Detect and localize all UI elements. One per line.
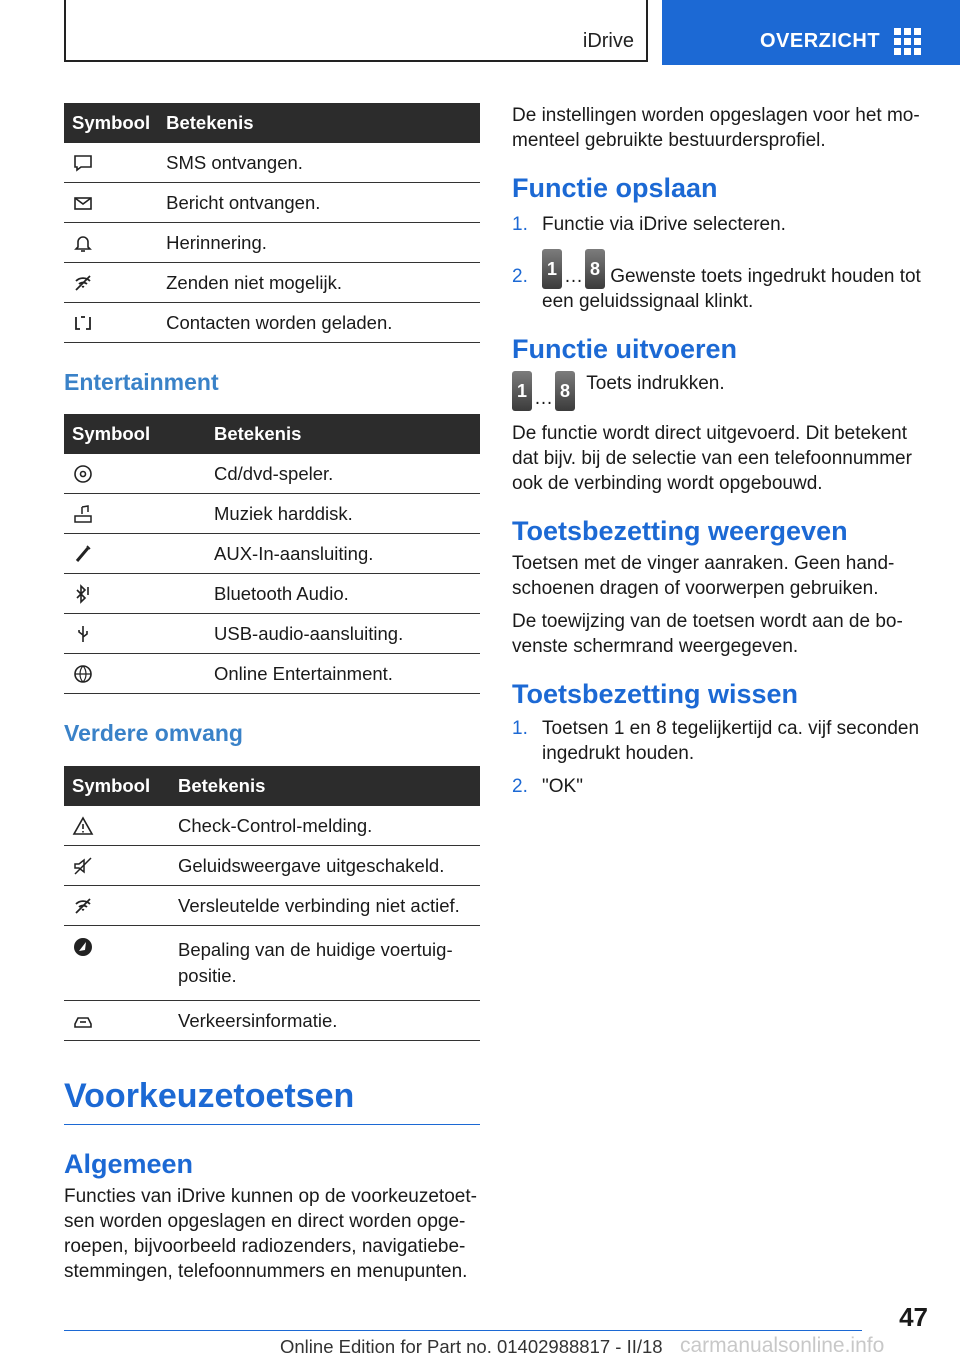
envelope-icon xyxy=(72,192,94,214)
save-function-heading: Functie opslaan xyxy=(512,173,718,203)
execute-function-heading: Functie uitvoeren xyxy=(512,334,738,364)
no-signal-icon xyxy=(72,272,94,294)
music-hdd-icon xyxy=(72,503,94,525)
intro-paragraph: De instellingen worden opgeslagen voor het mo- menteel gebruikte bestuurdersprofiel. xyxy=(512,105,920,151)
list-item xyxy=(512,212,932,237)
position-arrow-icon xyxy=(72,936,94,958)
grid-menu-icon[interactable] xyxy=(894,28,922,56)
column-header-meaning: Betekenis xyxy=(206,414,480,454)
symbol-meaning: Versleutelde verbinding niet actief. xyxy=(170,886,480,926)
edition-text: Online Edition for Part no. 01402988817 - II/18 xyxy=(280,1336,663,1357)
preset-key-1-icon: 1 xyxy=(542,249,562,289)
warning-triangle-icon xyxy=(72,815,94,837)
show-paragraph-1: Toetsen met de vinger aanraken. Geen hand- schoenen dragen of voorwerpen gebruiken. xyxy=(512,553,895,599)
contacts-loading-icon xyxy=(72,312,94,334)
symbol-meaning: Muziek harddisk. xyxy=(206,494,480,534)
clear-steps-list xyxy=(512,716,932,799)
list-item xyxy=(512,716,932,766)
symbol-meaning: SMS ontvangen. xyxy=(158,143,480,183)
table-row xyxy=(64,494,480,534)
preset-key-8-icon: 8 xyxy=(585,249,605,289)
header-title: iDrive xyxy=(582,30,634,52)
execute-keys-row xyxy=(512,371,932,411)
online-entertainment-icon xyxy=(72,663,94,685)
step-number: 2. xyxy=(512,266,528,287)
table-row xyxy=(64,263,480,303)
range-dots: … xyxy=(534,388,553,409)
footer-rule xyxy=(64,1330,862,1331)
step-text: "OK" xyxy=(542,776,583,797)
step-number: 1. xyxy=(512,214,528,235)
table-header-row xyxy=(64,414,480,454)
header-bar xyxy=(64,0,648,62)
symbol-meaning: Zenden niet mogelijk. xyxy=(158,263,480,303)
communication-symbols-table xyxy=(64,103,480,343)
watermark: carmanualsonline.info xyxy=(680,1334,885,1357)
symbol-meaning: Online Entertainment. xyxy=(206,654,480,694)
table-row xyxy=(64,1001,480,1041)
execute-instruction: Toets indrukken. xyxy=(586,373,725,394)
speaker-muted-icon xyxy=(72,855,94,877)
symbol-meaning: Bericht ontvangen. xyxy=(158,183,480,223)
further-heading: Verdere omvang xyxy=(64,720,243,746)
table-row xyxy=(64,614,480,654)
table-row xyxy=(64,886,480,926)
clear-assignment-heading: Toetsbezetting wissen xyxy=(512,679,799,709)
symbol-meaning: AUX-In-aansluiting. xyxy=(206,534,480,574)
list-item xyxy=(512,774,932,799)
preset-key-8-icon: 8 xyxy=(555,371,575,411)
page-number: 47 xyxy=(899,1302,928,1332)
execute-paragraph: De functie wordt direct uitgevoerd. Dit betekent dat bijv. bij de selectie van een telefoonnummer ook de verbinding wordt opgebouwd. xyxy=(512,423,912,494)
table-row xyxy=(64,574,480,614)
table-header-row xyxy=(64,766,480,806)
usb-icon xyxy=(72,623,94,645)
symbol-meaning: Verkeersinformatie. xyxy=(170,1001,480,1041)
show-paragraph-2: De toewijzing van de toetsen wordt aan de bo- venste schermrand weergegeven. xyxy=(512,611,903,657)
general-heading: Algemeen xyxy=(64,1149,194,1179)
further-symbols-table xyxy=(64,766,480,1041)
aux-plug-icon xyxy=(72,543,94,565)
column-header-symbol: Symbool xyxy=(64,414,206,454)
symbol-meaning: Check-Control-melding. xyxy=(170,806,480,846)
table-row xyxy=(64,846,480,886)
bluetooth-audio-icon xyxy=(72,583,94,605)
no-encryption-icon xyxy=(72,895,94,917)
table-row xyxy=(64,806,480,846)
table-row xyxy=(64,223,480,263)
right-column xyxy=(512,103,932,799)
show-assignment-heading: Toetsbezetting weergeven xyxy=(512,516,848,546)
step-number: 2. xyxy=(512,776,528,797)
symbol-meaning: USB-audio-aansluiting. xyxy=(206,614,480,654)
symbol-meaning: Bepaling van de huidige voertuig- positie. xyxy=(170,926,480,1001)
table-row xyxy=(64,143,480,183)
column-header-symbol: Symbool xyxy=(64,766,170,806)
column-header-meaning: Betekenis xyxy=(170,766,480,806)
symbol-meaning: Bluetooth Audio. xyxy=(206,574,480,614)
presets-heading: Voorkeuzetoetsen xyxy=(64,1077,355,1115)
disc-icon xyxy=(72,463,94,485)
bell-icon xyxy=(72,232,94,254)
symbol-meaning: Herinnering. xyxy=(158,223,480,263)
table-row xyxy=(64,534,480,574)
preset-key-1-icon: 1 xyxy=(512,371,532,411)
step-text: Gewenste toets ingedrukt houden tot een geluidssignaal klinkt. xyxy=(542,266,921,312)
column-header-meaning: Betekenis xyxy=(158,103,480,143)
traffic-info-icon xyxy=(72,1010,94,1032)
save-steps-list xyxy=(512,212,932,314)
entertainment-heading: Entertainment xyxy=(64,369,219,395)
entertainment-symbols-table xyxy=(64,414,480,694)
step-text: Toetsen 1 en 8 tegelijkertijd ca. vijf seconden ingedrukt houden. xyxy=(542,718,920,764)
range-dots: … xyxy=(564,266,583,287)
table-row xyxy=(64,454,480,494)
list-item xyxy=(512,249,932,314)
symbol-meaning: Geluidsweergave uitgeschakeld. xyxy=(170,846,480,886)
left-column xyxy=(64,103,480,1284)
sms-bubble-icon xyxy=(72,152,94,174)
step-text: Functie via iDrive selecteren. xyxy=(542,214,786,235)
symbol-meaning: Contacten worden geladen. xyxy=(158,303,480,343)
table-row xyxy=(64,303,480,343)
general-paragraph: Functies van iDrive kunnen op de voorkeuzetoet- sen worden opgeslagen en direct worden opge- roepen, bijvoorbeeld radiozenders, navigatiebe- stemmingen, telefoonnummers en menupunten. xyxy=(64,1186,477,1282)
table-row xyxy=(64,654,480,694)
column-header-symbol: Symbool xyxy=(64,103,158,143)
table-row xyxy=(64,926,480,1001)
table-row xyxy=(64,183,480,223)
symbol-meaning: Cd/dvd-speler. xyxy=(206,454,480,494)
step-number: 1. xyxy=(512,718,528,739)
section-label: OVERZICHT xyxy=(760,30,881,52)
section-tab[interactable] xyxy=(662,0,960,65)
table-header-row xyxy=(64,103,480,143)
